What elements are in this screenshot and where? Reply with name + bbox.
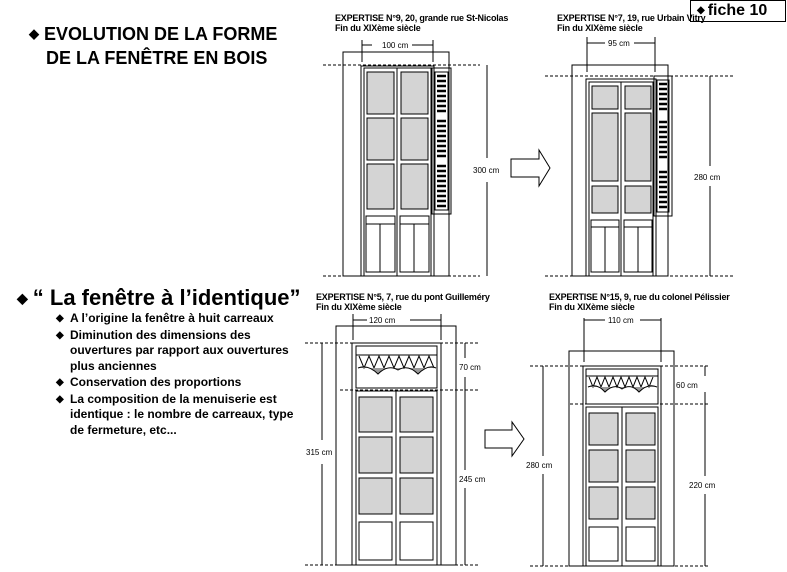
diamond-bullet-icon: ◆ bbox=[17, 290, 28, 306]
bullet-text: La composition de la menuiserie est identique : le nombre de carreaux, type de fermeture, etc... bbox=[70, 391, 294, 437]
dimension-label: 70 cm bbox=[459, 363, 481, 372]
caption-line: EXPERTISE N°5, 7, rue du pont Guilleméry bbox=[316, 292, 490, 302]
dimension-label: 220 cm bbox=[689, 481, 716, 490]
dimension-label: 300 cm bbox=[473, 166, 500, 175]
diamond-bullet-icon: ◆ bbox=[56, 393, 64, 405]
title-line-2: DE LA FENÊTRE EN BOIS bbox=[46, 48, 268, 68]
dimension-label: 95 cm bbox=[608, 39, 630, 48]
dimension-label: 245 cm bbox=[459, 475, 486, 484]
bullet-text: Conservation des proportions bbox=[70, 375, 242, 389]
dimension-label: 120 cm bbox=[369, 316, 396, 325]
caption-line: EXPERTISE N°9, 20, grande rue St-Nicolas bbox=[335, 13, 509, 23]
window-3-drawing bbox=[305, 314, 480, 565]
subtitle-text: “ La fenêtre à l’identique” bbox=[32, 285, 301, 310]
dimension-label: 280 cm bbox=[526, 461, 553, 470]
bullet-text: A l’origine la fenêtre à huit carreaux bbox=[70, 311, 274, 325]
dimension-label: 110 cm bbox=[608, 316, 634, 325]
bullet-text: Diminution des dimensions des ouvertures par rapport aux ouvertures plus anciennes bbox=[70, 327, 289, 373]
diamond-bullet-icon: ◆ bbox=[697, 5, 705, 16]
window-1-drawing bbox=[323, 40, 487, 276]
arrow-right-icon bbox=[511, 150, 550, 186]
caption-line: EXPERTISE N°15, 9, rue du colonel Pélissier bbox=[549, 292, 730, 302]
window-4-drawing bbox=[530, 318, 710, 566]
caption-line: Fin du XIXème siècle bbox=[335, 23, 421, 33]
window-2-drawing bbox=[545, 37, 735, 276]
diamond-bullet-icon: ◆ bbox=[29, 26, 39, 41]
dimension-label: 280 cm bbox=[694, 173, 721, 182]
dimension-label: 315 cm bbox=[306, 448, 333, 457]
caption-line: Fin du XIXème siècle bbox=[557, 23, 643, 33]
caption-line: Fin du XIXème siècle bbox=[549, 302, 635, 312]
diamond-bullet-icon: ◆ bbox=[56, 329, 64, 341]
caption-line: Fin du XIXème siècle bbox=[316, 302, 402, 312]
fiche-label: fiche 10 bbox=[707, 2, 768, 19]
arrow-right-icon bbox=[485, 422, 524, 456]
dimension-label: 100 cm bbox=[382, 41, 409, 50]
diamond-bullet-icon: ◆ bbox=[56, 313, 64, 324]
caption-line: EXPERTISE N°7, 19, rue Urbain Vitry bbox=[557, 13, 706, 23]
dimension-label: 60 cm bbox=[676, 381, 698, 390]
diamond-bullet-icon: ◆ bbox=[56, 377, 64, 388]
title-line-1: EVOLUTION DE LA FORME bbox=[44, 24, 278, 44]
